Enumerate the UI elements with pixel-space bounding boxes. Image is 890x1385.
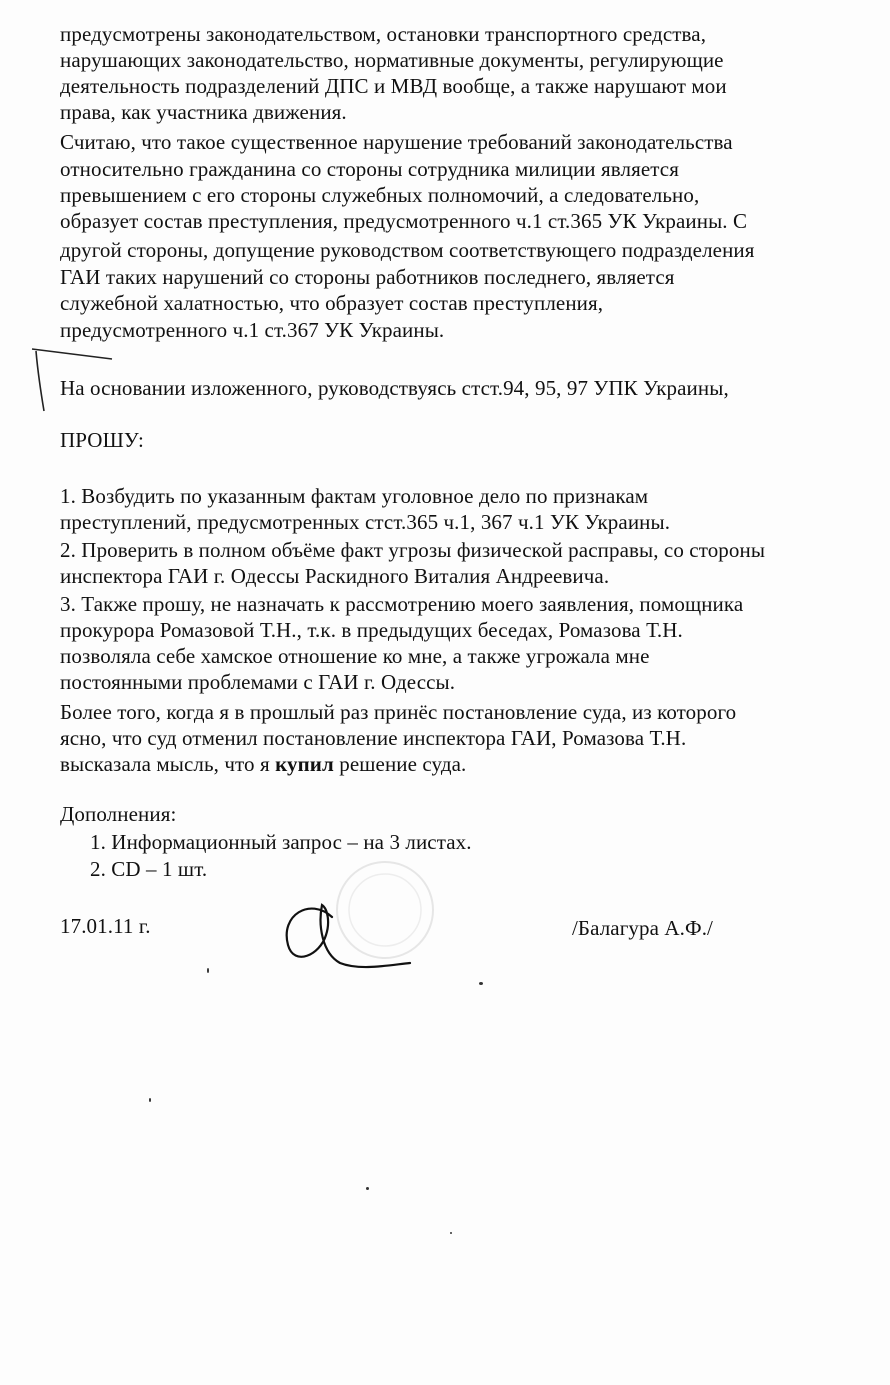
- attachments-heading: Дополнения:: [60, 802, 177, 826]
- last-line-after: решение суда.: [333, 752, 467, 776]
- text-line: [60, 751, 466, 777]
- scan-speck: [149, 1098, 151, 1102]
- text-line: Более того, когда я в прошлый раз принёс постановление суда, из которого: [60, 700, 737, 724]
- text-line: ГАИ таких нарушений со стороны работников последнего, является: [60, 265, 675, 289]
- scan-speck: [207, 968, 209, 973]
- text-line: ясно, что суд отменил постановление инспектора ГАИ, Ромазова Т.Н.: [60, 726, 687, 750]
- emphasized-word: купил: [275, 752, 334, 776]
- date: 17.01.11 г.: [60, 914, 151, 938]
- request-line: 2. Проверить в полном объёме факт угрозы физической расправы, со стороны: [60, 538, 766, 562]
- last-line-before: высказала мысль, что я: [60, 752, 276, 776]
- signatory-name: /Балагура А.Ф./: [572, 916, 713, 940]
- scan-speck: [450, 1232, 452, 1234]
- text-line: деятельность подразделений ДПС и МВД вообще, а также нарушают мои: [60, 74, 727, 98]
- scan-speck: [479, 982, 483, 985]
- text-line: относительно гражданина со стороны сотрудника милиции является: [60, 157, 679, 181]
- text-line: предусмотренного ч.1 ст.367 УК Украины.: [60, 318, 445, 342]
- text-line: служебной халатностью, что образует состав преступления,: [60, 291, 604, 315]
- request-line: 3. Также прошу, не назначать к рассмотрению моего заявления, помощника: [60, 592, 744, 616]
- request-line: позволяла себе хамское отношение ко мне, а также угрожала мне: [60, 644, 650, 668]
- request-line: инспектора ГАИ г. Одессы Раскидного Виталия Андреевича.: [60, 564, 610, 588]
- signature: [270, 895, 430, 975]
- attachment-item: 1. Информационный запрос – на 3 листах.: [90, 830, 472, 854]
- attachment-item: 2. CD – 1 шт.: [90, 857, 208, 881]
- text-line: предусмотрены законодательством, остановки транспортного средства,: [60, 22, 707, 46]
- text-line: образует состав преступления, предусмотренного ч.1 ст.365 УК Украины. С: [60, 209, 748, 233]
- request-line: преступлений, предусмотренных стст.365 ч.1, 367 ч.1 УК Украины.: [60, 510, 671, 534]
- request-line: 1. Возбудить по указанным фактам уголовное дело по признакам: [60, 484, 649, 508]
- text-line: превышением с его стороны служебных полномочий, а следовательно,: [60, 183, 700, 207]
- request-heading: ПРОШУ:: [60, 428, 144, 452]
- request-line: прокурора Ромазовой Т.Н., т.к. в предыдущих беседах, Ромазова Т.Н.: [60, 618, 683, 642]
- text-line: права, как участника движения.: [60, 100, 347, 124]
- basis-line: На основании изложенного, руководствуясь стст.94, 95, 97 УПК Украины,: [60, 376, 729, 400]
- request-line: постоянными проблемами с ГАИ г. Одессы.: [60, 670, 456, 694]
- text-line: другой стороны, допущение руководством соответствующего подразделения: [60, 238, 755, 262]
- scan-speck: [366, 1187, 369, 1190]
- text-line: Считаю, что такое существенное нарушение требований законодательства: [60, 130, 733, 154]
- text-line: нарушающих законодательство, нормативные документы, регулирующие: [60, 48, 724, 72]
